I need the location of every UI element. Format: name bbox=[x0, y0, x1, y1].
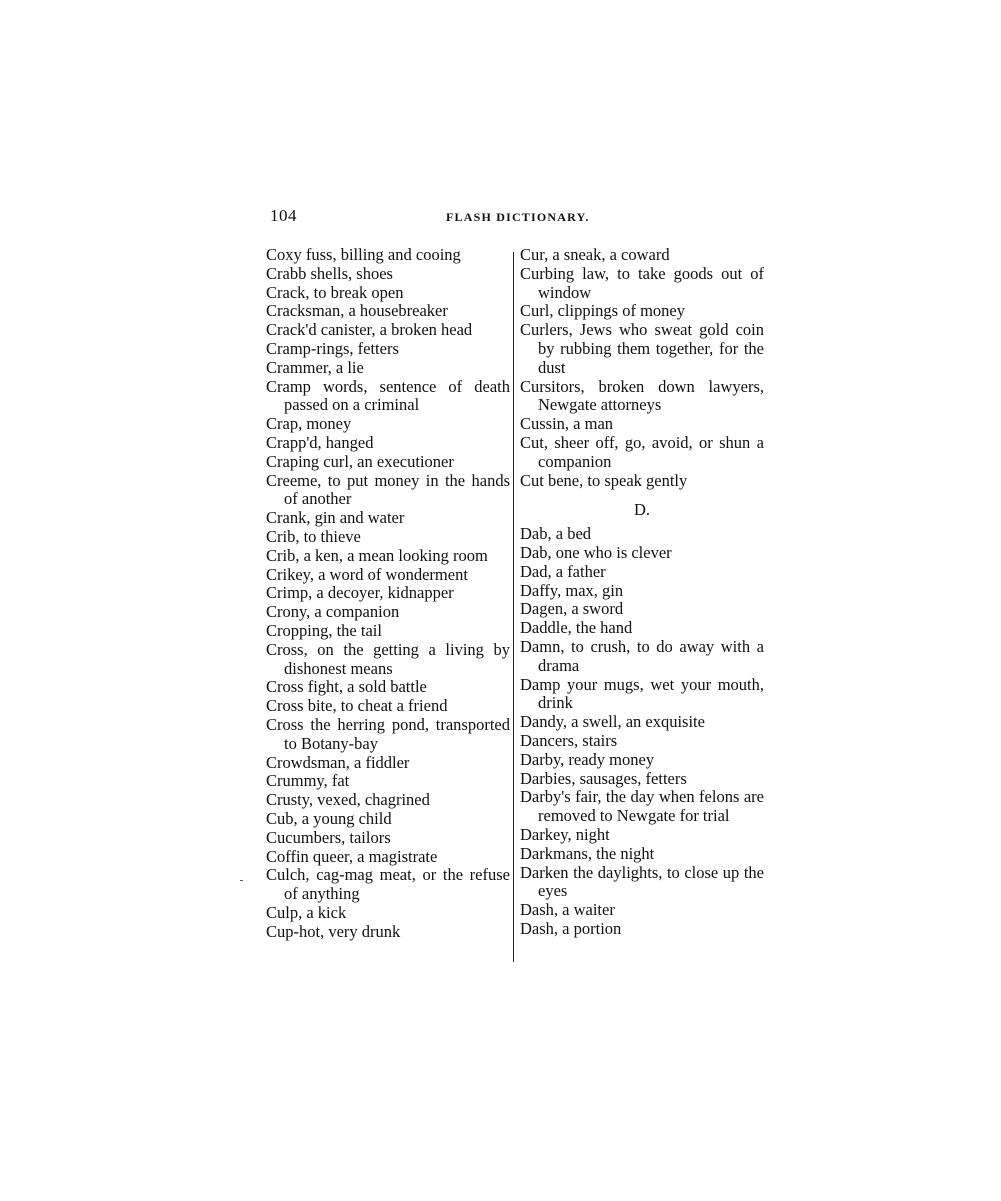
dictionary-entry: Cross, on the getting a living by dishonest means bbox=[266, 639, 510, 678]
dictionary-entry: Cucumbers, tailors bbox=[266, 827, 391, 847]
dictionary-entry: Crib, to thieve bbox=[266, 526, 361, 546]
dictionary-entry: Cut, sheer off, go, avoid, or shun a companion bbox=[520, 432, 764, 471]
dictionary-entry: Cursitors, broken down lawyers, Newgate attorneys bbox=[520, 376, 764, 415]
dictionary-entry: Crummy, fat bbox=[266, 771, 350, 791]
dictionary-entry: Curlers, Jews who sweat gold coin by rubbing them together, for the dust bbox=[520, 320, 764, 377]
dictionary-entry: Culch, cag-mag meat, or the refuse of anything bbox=[266, 865, 510, 904]
stray-ink-mark bbox=[240, 880, 243, 881]
dictionary-entry: Crapp'd, hanged bbox=[266, 432, 374, 452]
dictionary-entry: Curl, clippings of money bbox=[520, 301, 685, 321]
dictionary-entry: Cross the herring pond, transported to Botany-bay bbox=[266, 714, 510, 753]
dictionary-entry: Crikey, a word of wonderment bbox=[266, 564, 468, 584]
dictionary-entry: Crammer, a lie bbox=[266, 357, 364, 377]
dictionary-entry: Cropping, the tail bbox=[266, 620, 382, 640]
dictionary-entry: Dash, a portion bbox=[520, 918, 622, 938]
column-divider bbox=[513, 252, 514, 962]
page-number: 104 bbox=[270, 206, 297, 225]
dictionary-entry: Crack'd canister, a broken head bbox=[266, 320, 473, 340]
dictionary-entry: Darkey, night bbox=[520, 824, 610, 844]
dictionary-entry: Darbies, sausages, fetters bbox=[520, 768, 687, 788]
dictionary-entry: Dancers, stairs bbox=[520, 730, 618, 750]
dictionary-entry: Coxy fuss, billing and cooing bbox=[266, 245, 461, 264]
dictionary-entry: Daffy, max, gin bbox=[520, 580, 624, 600]
dictionary-entry: Dad, a father bbox=[520, 561, 606, 581]
dictionary-entry: Creeme, to put money in the hands of another bbox=[266, 470, 510, 509]
dictionary-entry: Dab, one who is clever bbox=[520, 542, 672, 562]
left-column bbox=[266, 246, 510, 941]
dictionary-entry: Crap, money bbox=[266, 414, 352, 434]
dictionary-entry: Crack, to break open bbox=[266, 282, 404, 302]
dictionary-entry: Crib, a ken, a mean looking room bbox=[266, 545, 488, 565]
dictionary-entry: Cracksman, a housebreaker bbox=[266, 301, 448, 321]
dictionary-entry: Dagen, a sword bbox=[520, 599, 624, 619]
dictionary-entry: Crusty, vexed, chagrined bbox=[266, 790, 430, 810]
dictionary-entry: Dandy, a swell, an exquisite bbox=[520, 712, 705, 732]
dictionary-entry: Cross fight, a sold battle bbox=[266, 677, 427, 697]
dictionary-entry: Crony, a companion bbox=[266, 602, 400, 622]
dictionary-entry: Crabb shells, shoes bbox=[266, 263, 393, 283]
dictionary-entry: Dash, a waiter bbox=[520, 900, 615, 920]
dictionary-entry: Crowdsman, a fiddler bbox=[266, 752, 410, 772]
dictionary-entry: Cross bite, to cheat a friend bbox=[266, 696, 448, 716]
dictionary-entry: Cramp-rings, fetters bbox=[266, 338, 399, 358]
dictionary-entry: Darkmans, the night bbox=[520, 843, 655, 863]
dictionary-entry: Damn, to crush, to do away with a drama bbox=[520, 636, 764, 675]
dictionary-entry: Cur, a sneak, a coward bbox=[520, 245, 670, 264]
dictionary-entry: Darken the daylights, to close up the eyes bbox=[520, 862, 764, 901]
dictionary-entry: Coffin queer, a magistrate bbox=[266, 846, 438, 866]
dictionary-entry: Damp your mugs, wet your mouth, drink bbox=[520, 674, 764, 713]
dictionary-entry: Crimp, a decoyer, kidnapper bbox=[266, 583, 454, 603]
section-letter-heading: D. bbox=[633, 500, 651, 520]
dictionary-entry: Darby, ready money bbox=[520, 749, 655, 769]
dictionary-entry: Craping curl, an executioner bbox=[266, 451, 454, 471]
dictionary-entry: Cub, a young child bbox=[266, 808, 392, 828]
dictionary-entry: Cut bene, to speak gently bbox=[520, 470, 688, 490]
dictionary-entry: Culp, a kick bbox=[266, 902, 347, 922]
right-column bbox=[520, 246, 764, 939]
dictionary-entry: Crank, gin and water bbox=[266, 508, 405, 528]
dictionary-entry: Cussin, a man bbox=[520, 414, 614, 434]
dictionary-entry: Curbing law, to take goods out of window bbox=[520, 263, 764, 302]
dictionary-entry: Daddle, the hand bbox=[520, 618, 633, 638]
running-head: FLASH DICTIONARY. bbox=[446, 210, 590, 224]
dictionary-entry: Dab, a bed bbox=[520, 524, 592, 544]
dictionary-entry: Cramp words, sentence of death passed on a criminal bbox=[266, 376, 510, 415]
dictionary-entry: Cup-hot, very drunk bbox=[266, 921, 401, 941]
dictionary-entry: Darby's fair, the day when felons are removed to Newgate for trial bbox=[520, 787, 764, 826]
